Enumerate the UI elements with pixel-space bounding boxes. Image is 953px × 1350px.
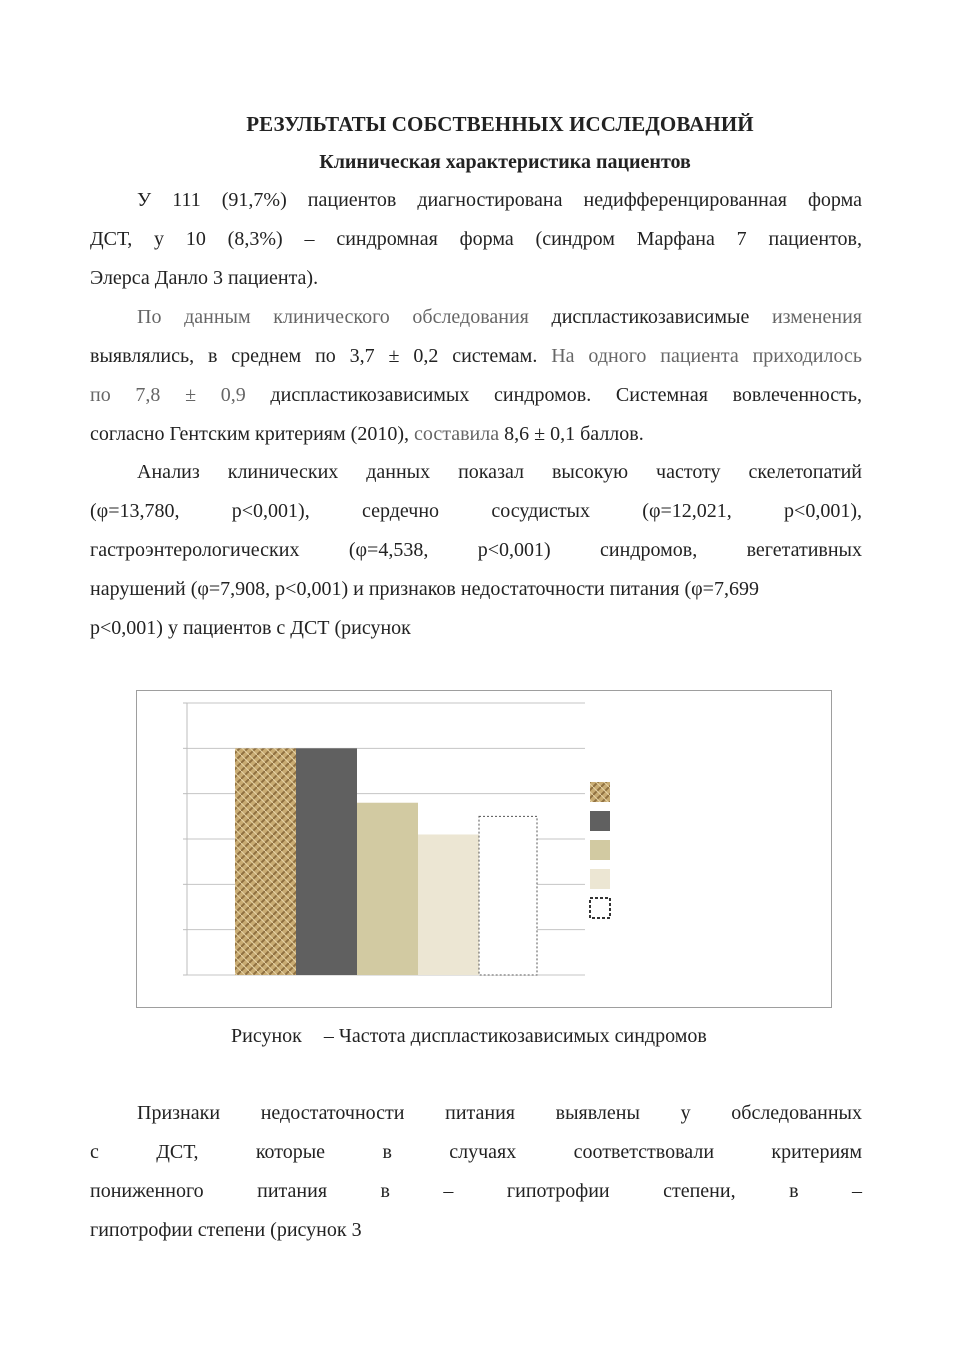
legend-swatch-5 xyxy=(590,898,610,918)
bar-chart xyxy=(137,691,831,1007)
p2-text: 8,6 ± 0,1 баллов. xyxy=(499,423,644,445)
paragraph-1-line-1: У 111 (91,7%) пациентов диагностирована недифференцированная форма xyxy=(137,189,862,211)
paragraph-2-line-1 xyxy=(137,306,862,329)
p2-text: составила xyxy=(408,423,500,445)
bar-1 xyxy=(235,748,296,975)
legend-swatch-2 xyxy=(590,811,610,831)
chart-frame xyxy=(136,690,832,1008)
paragraph-1-line-2: ДСТ, у 10 (8,3%) – синдромная форма (синдром Марфана 7 пациентов, xyxy=(90,228,862,250)
paragraph-3-line-3: гастроэнтерологических (φ=4,538, p<0,001) синдромов, вегетативных xyxy=(90,539,862,561)
paragraph-1-line-3: Элерса Данло 3 пациента). xyxy=(90,267,319,289)
paragraph-3-line-1: Анализ клинических данных показал высокую частоту скелетопатий xyxy=(137,461,862,483)
paragraph-2-line-2 xyxy=(90,345,862,368)
paragraph-4-line-3: пониженного питания в – гипотрофии степени, в – xyxy=(90,1180,862,1202)
p2-text: диспластикозависимые xyxy=(551,306,750,328)
paragraph-4-line-4: гипотрофии степени (рисунок 3 xyxy=(90,1219,362,1241)
p2-text: выявлялись, в среднем по 3,7 ± 0,2 системам. xyxy=(90,345,538,367)
p2-text: изменения xyxy=(749,306,862,328)
paragraph-4-line-1: Признаки недостаточности питания выявлены у обследованных xyxy=(137,1102,862,1124)
paragraph-4-line-2: с ДСТ, которые в случаях соответствовали критериям xyxy=(90,1141,862,1163)
legend-swatch-1 xyxy=(590,782,610,802)
caption-dash: – xyxy=(323,1025,334,1047)
paragraph-3-line-2: (φ=13,780, p<0,001), сердечно сосудистых (φ=12,021, p<0,001), xyxy=(90,500,862,522)
p2-text: На одного пациента приходилось xyxy=(537,345,862,367)
bar-4 xyxy=(418,834,479,975)
p2-text: согласно Гентским критериям (2010), xyxy=(90,423,409,445)
caption-text: Частота диспластикозависимых синдромов xyxy=(338,1025,707,1047)
p2-text: диспластикозависимых синдромов. Системная вовлеченность, xyxy=(245,384,863,406)
caption-prefix: Рисунок xyxy=(231,1025,302,1047)
bar-5 xyxy=(479,816,537,975)
bar-2 xyxy=(296,748,357,975)
paragraph-2-line-3 xyxy=(90,384,862,407)
figure-caption xyxy=(231,1025,707,1048)
legend-swatch-3 xyxy=(590,840,610,860)
paragraph-3-line-4: нарушений (φ=7,908, p<0,001) и признаков недостаточности питания (φ=7,699 xyxy=(90,578,759,600)
page-title: РЕЗУЛЬТАТЫ СОБСТВЕННЫХ ИССЛЕДОВАНИЙ xyxy=(246,112,754,136)
p2-text: По данным клинического обследования xyxy=(137,306,552,328)
legend-swatch-4 xyxy=(590,869,610,889)
section-title: Клиническая характеристика пациентов xyxy=(319,151,691,173)
paragraph-3-line-5: p<0,001) у пациентов с ДСТ (рисунок xyxy=(90,617,411,639)
paragraph-2-line-4 xyxy=(90,423,862,446)
p2-text: по 7,8 ± 0,9 xyxy=(90,384,246,406)
bar-3 xyxy=(357,803,418,975)
